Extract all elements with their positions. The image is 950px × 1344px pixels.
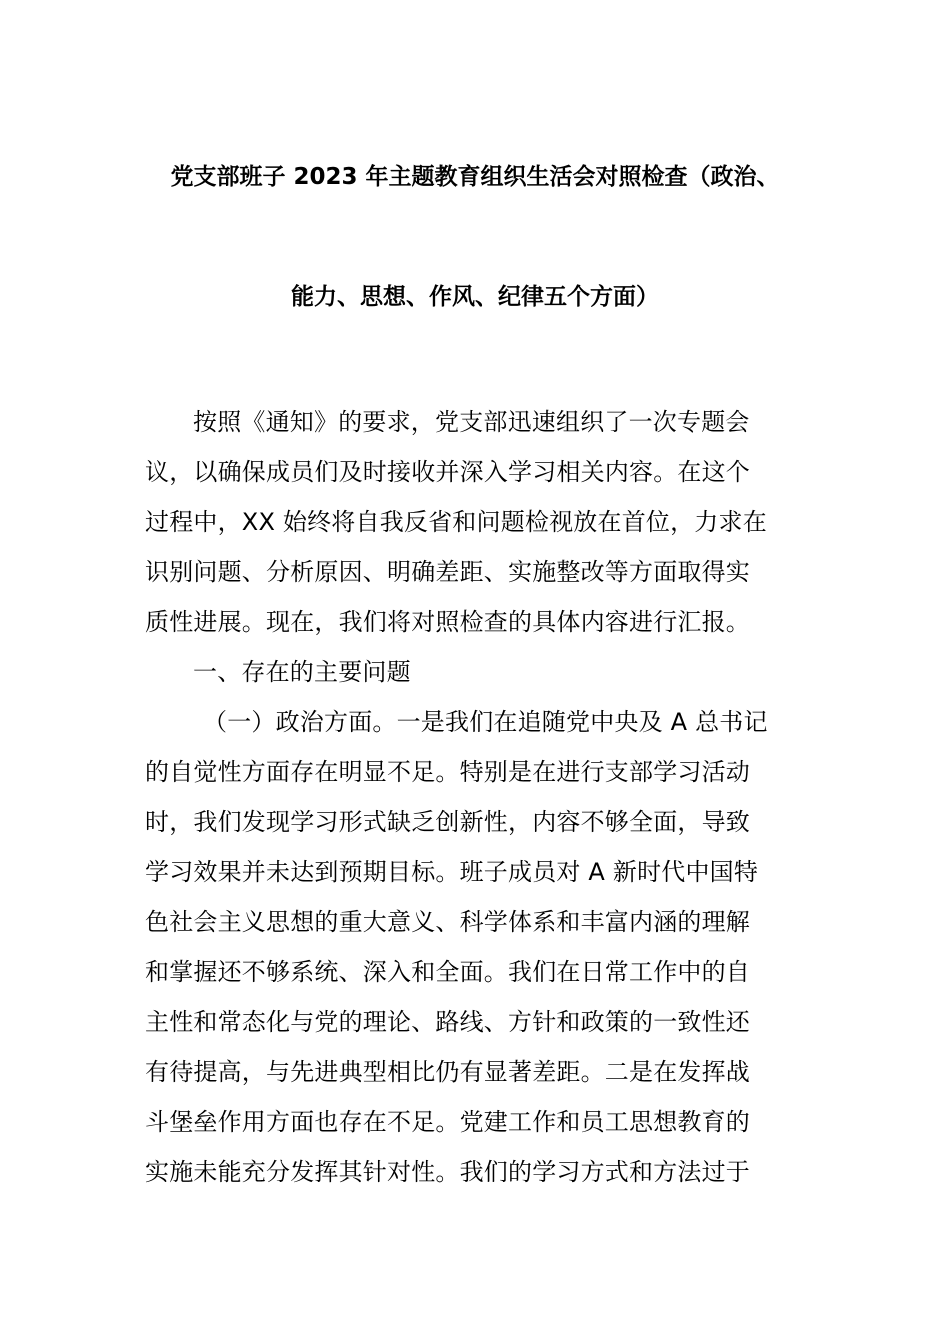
section-heading: 一、存在的主要问题 xyxy=(193,658,411,686)
paragraph-political-line: 色社会主义思想的重大意义、科学体系和丰富内涵的理解 xyxy=(145,908,750,936)
paragraph-intro-line: 议，以确保成员们及时接收并深入学习相关内容。在这个 xyxy=(145,458,750,486)
document-title-line-1: 党支部班子 2023 年主题教育组织生活会对照检查（政治、 xyxy=(170,164,780,190)
paragraph-intro-line: 按照《通知》的要求，党支部迅速组织了一次专题会 xyxy=(193,408,750,436)
paragraph-political-line: 和掌握还不够系统、深入和全面。我们在日常工作中的自 xyxy=(145,958,750,986)
paragraph-political-line: 实施未能充分发挥其针对性。我们的学习方式和方法过于 xyxy=(145,1158,750,1186)
paragraph-intro-line: 质性进展。现在，我们将对照检查的具体内容进行汇报。 xyxy=(145,608,750,636)
paragraph-political-line: 的自觉性方面存在明显不足。特别是在进行支部学习活动 xyxy=(145,758,750,786)
paragraph-political-line: 主性和常态化与党的理论、路线、方针和政策的一致性还 xyxy=(145,1008,750,1036)
document-body xyxy=(145,402,815,1202)
paragraph-intro-line: 过程中，XX 始终将自我反省和问题检视放在首位，力求在 xyxy=(145,508,767,536)
paragraph-political-line: 学习效果并未达到预期目标。班子成员对 A 新时代中国特 xyxy=(145,858,759,886)
paragraph-political-line: 有待提高，与先进典型相比仍有显著差距。二是在发挥战 xyxy=(145,1058,750,1086)
paragraph-political-line: （一）政治方面。一是我们在追随党中央及 A 总书记 xyxy=(203,708,768,736)
paragraph-intro-line: 识别问题、分析原因、明确差距、实施整改等方面取得实 xyxy=(145,558,750,586)
paragraph-political-line: 时，我们发现学习形式缺乏创新性，内容不够全面，导致 xyxy=(145,808,750,836)
document-title-line-2: 能力、思想、作风、纪律五个方面） xyxy=(291,284,659,310)
paragraph-political-line: 斗堡垒作用方面也存在不足。党建工作和员工思想教育的 xyxy=(145,1108,750,1136)
